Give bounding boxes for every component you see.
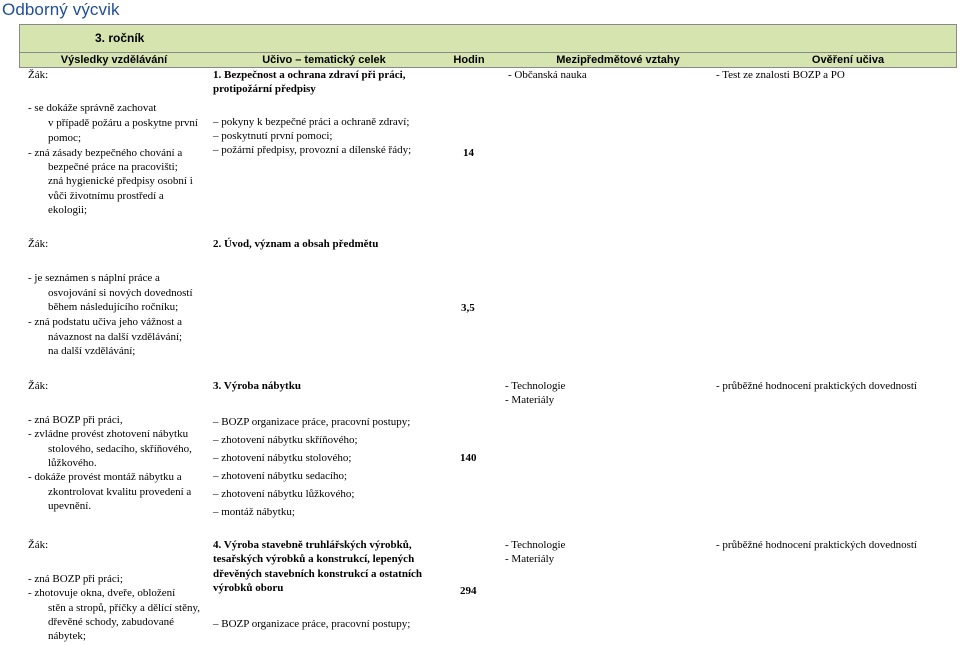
- topic-item: – BOZP organizace práce, pracovní postupy;: [213, 416, 411, 428]
- cross-subject: - Materiály: [505, 553, 555, 565]
- section-title: 4. Výroba stavebně truhlářských výrobků,: [213, 539, 412, 551]
- result-line: návaznost na další vzdělávání;: [48, 331, 183, 343]
- topic-item: – zhotovení nábytku stolového;: [213, 452, 352, 464]
- result-line: stolového, sedacího, skříňového,: [48, 443, 192, 455]
- result-line: ekologii;: [48, 204, 88, 216]
- student-label: Žák:: [28, 380, 49, 392]
- hours-value: 140: [460, 452, 477, 464]
- student-label: Žák:: [28, 69, 49, 81]
- verification: - průběžné hodnocení praktických dovedností: [716, 380, 917, 392]
- hours-value: 3,5: [461, 302, 475, 314]
- result-line: lůžkového.: [48, 457, 97, 469]
- section-title: 1. Bezpečnost a ochrana zdraví při práci,: [213, 69, 406, 81]
- header-verification: Ověření učiva: [811, 54, 885, 66]
- section-title: 3. Výroba nábytku: [213, 380, 301, 392]
- header-results: Výsledky vzdělávání: [60, 54, 168, 66]
- student-label: Žák:: [28, 539, 49, 551]
- result-line: zkontrolovat kvalitu provedení a: [48, 486, 192, 498]
- result-line: - dokáže provést montáž nábytku a: [28, 471, 182, 483]
- cross-subject: - Občanská nauka: [508, 69, 587, 81]
- result-line: - zhotovuje okna, dveře, obložení: [28, 587, 176, 599]
- topic-item: – zhotovení nábytku sedacího;: [213, 470, 348, 482]
- grade-header: [19, 24, 957, 53]
- result-line: stěn a stropů, příčky a dělící stěny,: [48, 602, 201, 614]
- section-title-cont: výrobků oboru: [213, 582, 284, 594]
- page-title: Odborný výcvik: [2, 0, 120, 19]
- section-title: 2. Úvod, význam a obsah předmětu: [213, 238, 379, 250]
- student-label: Žák:: [28, 238, 49, 250]
- section-title-cont: dřevěných stavebních konstrukcí a ostatních: [213, 568, 423, 580]
- result-line: - se dokáže správně zachovat: [28, 102, 157, 114]
- result-line: - zná zásady bezpečného chování a: [28, 147, 183, 159]
- verification: - průběžné hodnocení praktických dovedností: [716, 539, 917, 551]
- header-cross-subject: Mezipředmětové vztahy: [556, 54, 680, 66]
- result-line: na další vzdělávání;: [48, 345, 136, 357]
- result-line: během následujícího ročníku;: [48, 301, 179, 313]
- table-header: [19, 53, 957, 68]
- grade-label: 3. ročník: [95, 31, 145, 45]
- verification: - Test ze znalosti BOZP a PO: [716, 69, 845, 81]
- hours-value: 294: [460, 585, 477, 597]
- topic-item: – BOZP organizace práce, pracovní postupy;: [213, 618, 411, 630]
- section-title-cont: tesařských výrobků a konstrukcí, lepených: [213, 553, 415, 565]
- topic-item: – zhotovení nábytku lůžkového;: [213, 488, 355, 500]
- result-line: nábytek;: [48, 630, 86, 642]
- cross-subject: - Technologie: [505, 539, 566, 551]
- result-line: pomoc;: [48, 132, 81, 144]
- result-line: - je seznámen s náplní práce a: [28, 272, 160, 284]
- result-line: osvojování si nových dovedností: [48, 287, 193, 299]
- topic-item: – požární předpisy, provozní a dílenské řády;: [213, 144, 412, 156]
- result-line: bezpečné práce na pracovišti;: [48, 161, 178, 173]
- result-line: - zná BOZP při práci,: [28, 414, 123, 426]
- topic-item: – poskytnutí první pomoci;: [213, 130, 333, 142]
- result-line: vůči životnímu prostředí a: [48, 190, 164, 202]
- result-line: v případě požáru a poskytne první: [48, 117, 198, 129]
- hours-value: 14: [463, 147, 474, 159]
- topic-item: – pokyny k bezpečné práci a ochraně zdraví;: [213, 116, 410, 128]
- result-line: dřevěné schody, zabudované: [48, 616, 175, 628]
- section-title-cont: protipožární předpisy: [213, 83, 316, 95]
- cross-subject: - Technologie: [505, 380, 566, 392]
- result-line: - zvládne provést zhotovení nábytku: [28, 428, 189, 440]
- header-topic: Učivo – tematický celek: [262, 54, 386, 66]
- header-hours: Hodin: [453, 54, 485, 66]
- cross-subject: - Materiály: [505, 394, 555, 406]
- result-line: - zná BOZP při práci;: [28, 573, 123, 585]
- result-line: - zná podstatu učiva jeho vážnost a: [28, 316, 182, 328]
- result-line: zná hygienické předpisy osobní i: [48, 175, 193, 187]
- result-line: upevnění.: [48, 500, 92, 512]
- topic-item: – montáž nábytku;: [213, 506, 295, 518]
- topic-item: – zhotovení nábytku skříňového;: [213, 434, 358, 446]
